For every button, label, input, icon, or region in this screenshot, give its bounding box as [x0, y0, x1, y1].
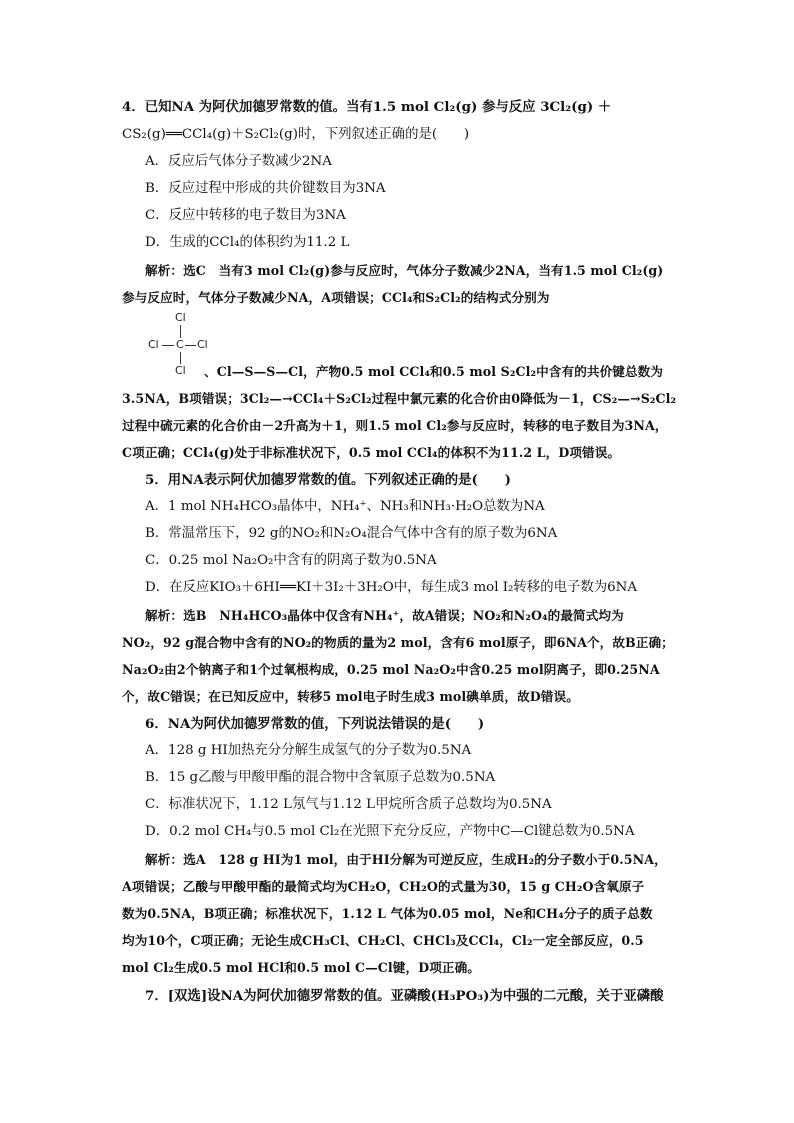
structure-right-atom: Cl [197, 338, 208, 351]
structure-center-atom: C [176, 338, 184, 351]
q5-option-c: C．0.25 mol Na₂O₂中含有的阴离子数为0.5NA [145, 553, 437, 568]
q6-option-c: C．标准状况下，1.12 L氖气与1.12 L甲烷所含质子总数均为0.5NA [145, 797, 552, 812]
bond-bottom [180, 352, 181, 364]
q4-option-a: A．反应后气体分子数减少2NA [145, 154, 332, 169]
q5-stem: 5．用NA表示阿伏加德罗常数的值。下列叙述正确的是( ) [145, 472, 511, 488]
q6-option-b: B．15 g乙酸与甲酸甲酯的混合物中含氧原子总数为0.5NA [145, 770, 496, 785]
q5-option-d: D．在反应KIO₃＋6HI══KI＋3I₂＋3H₂O中，每生成3 mol I₂转移的电子数为6NA [145, 580, 638, 595]
q6-explanation-line-5: mol Cl₂生成0.5 mol HCl和0.5 mol C—Cl键，D项正确。 [122, 960, 480, 975]
q5-explanation-line-1: 解析：选B NH₄HCO₃晶体中仅含有NH₄⁺，故A错误；NO₂和N₂O₄的最简式均为 [145, 608, 624, 623]
q4-option-c: C．反应中转移的电子数目为3NA [145, 208, 346, 223]
q6-explanation-line-2: A项错误；乙酸与甲酸甲酯的最简式均为CH₂O，CH₂O的式量为30，15 g CH₂O含氧原子 [122, 879, 645, 894]
q6-explanation-line-1: 解析：选A 128 g HI为1 mol，由于HI分解为可逆反应，生成H₂的分子数小于0.5NA， [145, 852, 667, 867]
ccl4-structural-formula [148, 311, 212, 377]
bond-top [180, 325, 181, 338]
bond-right [185, 345, 196, 346]
q5-option-b: B．常温常压下，92 g的NO₂和N₂O₄混合气体中含有的原子数为6NA [145, 526, 558, 541]
q4-stem-line-2: CS₂(g)══CCl₄(g)＋S₂Cl₂(g)时，下列叙述正确的是( ) [122, 127, 470, 142]
q4-explanation-line-1: 解析：选C 当有3 mol Cl₂(g)参与反应时，气体分子数减少2NA，当有1.5 mol Cl₂(g) [145, 263, 664, 278]
q4-explanation-line-2: 参与反应时，气体分子数减少NA，A项错误；CCl₄和S₂Cl₂的结构式分别为 [122, 290, 550, 305]
q6-explanation-line-3: 数为0.5NA，B项正确；标准状况下，1.12 L 气体为0.05 mol，Ne和CH₄分子的质子总数 [122, 906, 653, 921]
q6-option-a: A．128 g HI加热充分分解生成氢气的分子数为0.5NA [145, 743, 472, 758]
q4-stem-line-1: 4．已知NA 为阿伏加德罗常数的值。当有1.5 mol Cl₂(g) 参与反应 3Cl₂(g) ＋ [122, 99, 612, 115]
q4-explanation-line-4: 3.5NA，B项错误；3Cl₂—→CCl₄＋S₂Cl₂过程中氯元素的化合价由0降低为－1，CS₂—→S₂Cl₂ [122, 391, 677, 406]
q4-option-d: D．生成的CCl₄的体积约为11.2 L [145, 235, 350, 250]
q4-explanation-line-5: 过程中硫元素的化合价由－2升高为＋1，则1.5 mol Cl₂参与反应时，转移的电子数目为3NA， [122, 418, 668, 433]
q4-option-b: B．反应过程中形成的共价键数目为3NA [145, 181, 386, 196]
q5-explanation-line-3: Na₂O₂由2个钠离子和1个过氧根构成，0.25 mol Na₂O₂中含0.25 mol阴离子，即0.25NA [122, 662, 660, 677]
structure-bottom-atom: Cl [175, 364, 186, 377]
structure-left-atom: Cl [148, 338, 159, 351]
q4-explanation-line-6: C项正确；CCl₄(g)处于非标准状况下，0.5 mol CCl₄的体积不为11.2 L，D项错误。 [122, 445, 621, 460]
structure-top-atom: Cl [175, 311, 186, 324]
q7-stem: 7．[双选]设NA为阿伏加德罗常数的值。亚磷酸(H₃PO₃)为中强的二元酸，关于亚磷酸 [145, 988, 664, 1004]
bond-left [162, 345, 174, 346]
q5-explanation-line-2: NO₂，92 g混合物中含有的NO₂的物质的量为2 mol，含有6 mol原子，即6NA个，故B正确； [122, 635, 674, 650]
q6-explanation-line-4: 均为10个，C项正确；无论生成CH₃Cl、CH₂Cl、CHCl₃及CCl₄，Cl₂一定全部反应，0.5 [122, 933, 644, 948]
q6-option-d: D．0.2 mol CH₄与0.5 mol Cl₂在光照下充分反应，产物中C—Cl键总数为0.5NA [145, 824, 635, 839]
q4-explanation-line-3: 、Cl—S—S—Cl，产物0.5 mol CCl₄和0.5 mol S₂Cl₂中含有的共价键总数为 [204, 364, 664, 379]
q6-stem: 6．NA为阿伏加德罗常数的值，下列说法错误的是( ) [145, 716, 485, 732]
q5-option-a: A．1 mol NH₄HCO₃晶体中，NH₄⁺、NH₃和NH₃·H₂O总数为NA [145, 499, 545, 514]
q5-explanation-line-4: 个，故C错误；在已知反应中，转移5 mol电子时生成3 mol碘单质，故D错误。 [122, 689, 579, 704]
